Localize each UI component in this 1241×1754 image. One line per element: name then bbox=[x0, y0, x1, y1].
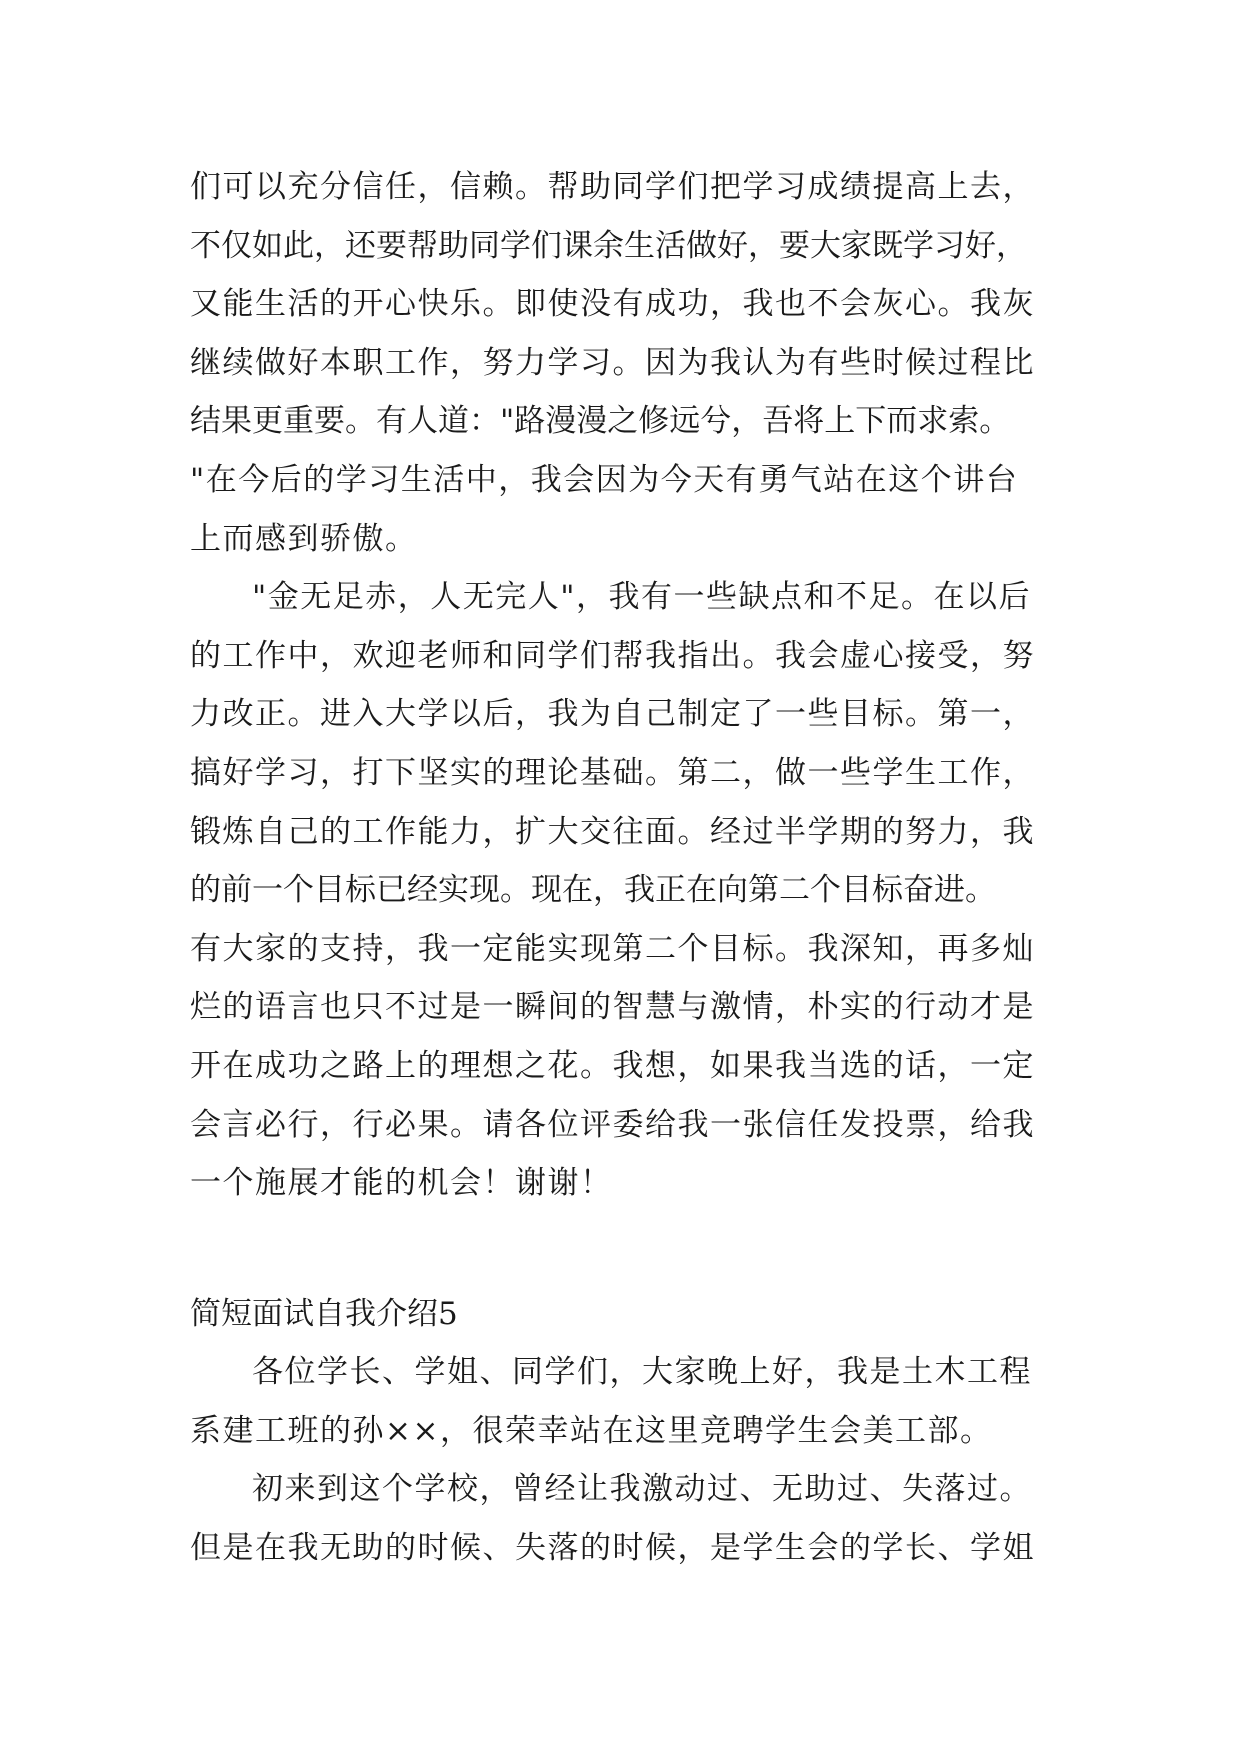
paragraph-line: 有大家的支持，我一定能实现第二个目标。我深知，再多灿 bbox=[190, 930, 1035, 967]
paragraph-line: 锻炼自己的工作能力，扩大交往面。经过半学期的努力，我 bbox=[190, 813, 1035, 850]
paragraph-line: 开在成功之路上的理想之花。我想，如果我当选的话，一定 bbox=[190, 1047, 1035, 1084]
section-spacer bbox=[190, 1213, 1070, 1285]
paragraph-line: "在今后的学习生活中，我会因为今天有勇气站在这个讲台 bbox=[190, 461, 1019, 498]
paragraph-line: 又能生活的开心快乐。即使没有成功，我也不会灰心。我灰 bbox=[190, 286, 1035, 323]
paragraph-line: 继续做好本职工作，努力学习。因为我认为有些时候过程比 bbox=[190, 344, 1035, 381]
paragraph-line: 烂的语言也只不过是一瞬间的智慧与激情，朴实的行动才是 bbox=[190, 989, 1035, 1026]
paragraph-line: 初来到这个学校，曾经让我激动过、无助过、失落过。 bbox=[252, 1471, 1032, 1508]
paragraph-line: "金无足赤，人无完人"，我有一些缺点和不足。在以后 bbox=[252, 579, 1032, 616]
paragraph-line: 一个施展才能的机会！谢谢！ bbox=[190, 1165, 613, 1202]
paragraph-line: 们可以充分信任，信赖。帮助同学们把学习成绩提高上去， bbox=[190, 169, 1035, 205]
paragraph-line: 上而感到骄傲。 bbox=[190, 520, 418, 557]
paragraph-line: 的前一个目标已经实现。现在，我正在向第二个目标奋进。 bbox=[190, 872, 996, 909]
paragraph-2 bbox=[190, 568, 1070, 1213]
paragraph-4 bbox=[190, 1460, 1070, 1577]
section-heading: 简短面试自我介绍5 bbox=[190, 1295, 458, 1332]
paragraph-line: 结果更重要。有人道："路漫漫之修远兮，吾将上下而求索。 bbox=[190, 403, 1011, 440]
paragraph-1 bbox=[190, 158, 1070, 568]
paragraph-line: 各位学长、学姐、同学们，大家晚上好，我是土木工程 bbox=[252, 1354, 1032, 1391]
paragraph-line: 但是在我无助的时候、失落的时候，是学生会的学长、学姐 bbox=[190, 1530, 1035, 1567]
paragraph-line: 会言必行，行必果。请各位评委给我一张信任发投票，给我 bbox=[190, 1106, 1035, 1143]
paragraph-3 bbox=[190, 1343, 1070, 1460]
paragraph-line: 不仅如此，还要帮助同学们课余生活做好，要大家既学习好， bbox=[190, 227, 1027, 264]
paragraph-line: 搞好学习，打下坚实的理论基础。第二，做一些学生工作， bbox=[190, 754, 1035, 791]
document-body bbox=[190, 158, 1070, 1578]
paragraph-line: 系建工班的孙××，很荣幸站在这里竞聘学生会美工部。 bbox=[190, 1412, 993, 1449]
paragraph-line: 的工作中，欢迎老师和同学们帮我指出。我会虚心接受，努 bbox=[190, 637, 1035, 674]
paragraph-line: 力改正。进入大学以后，我为自己制定了一些目标。第一， bbox=[190, 696, 1035, 733]
